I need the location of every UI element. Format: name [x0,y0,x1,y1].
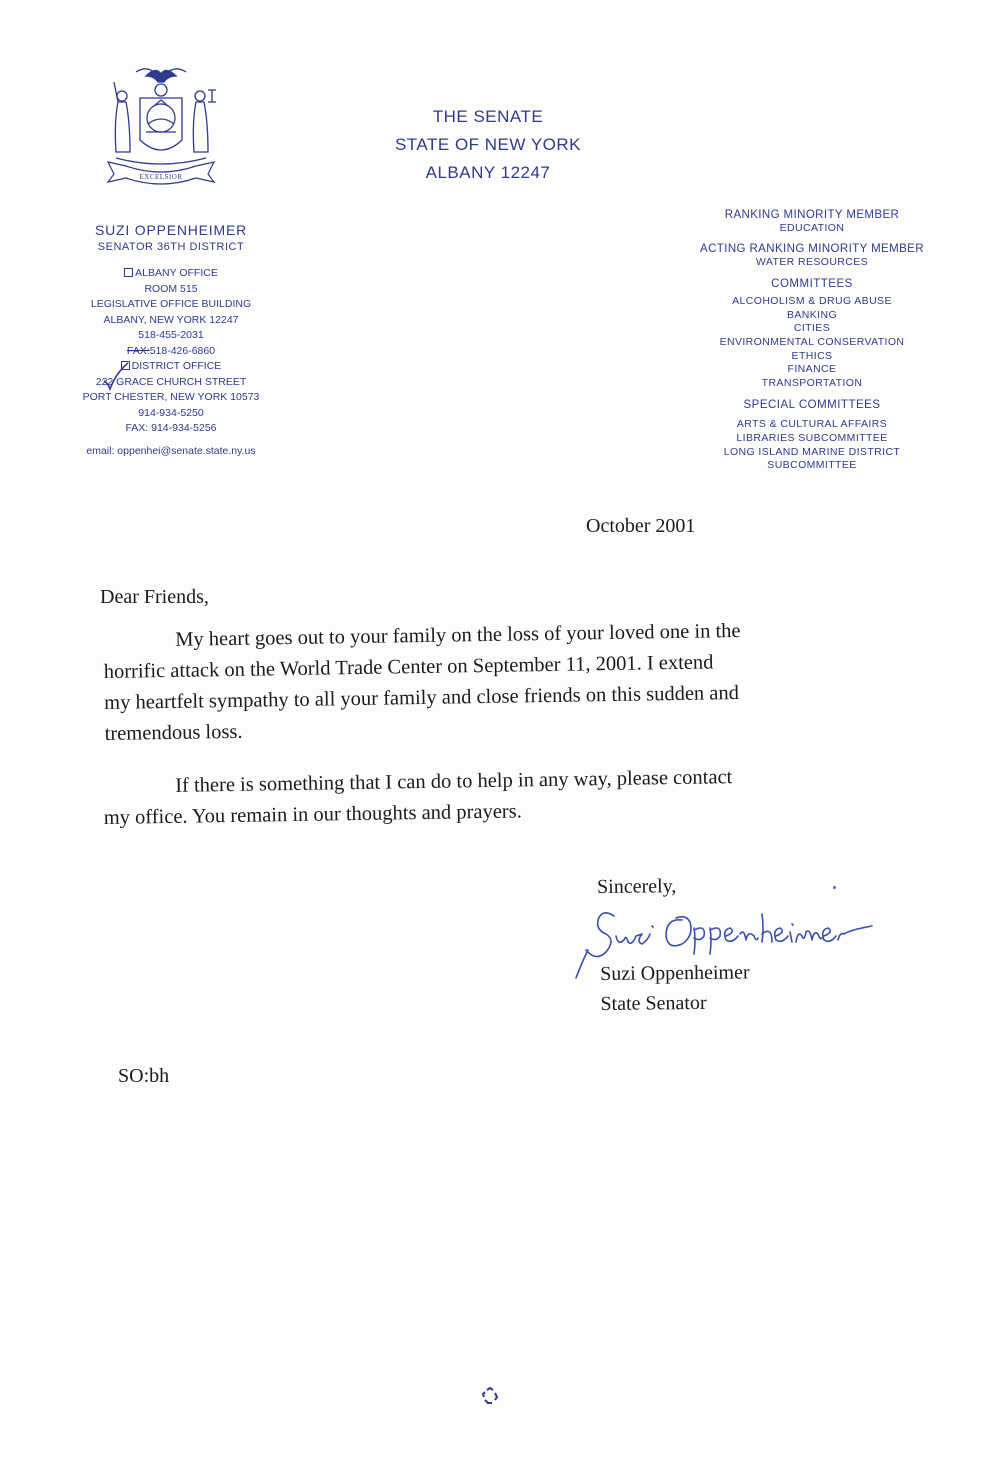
paragraph-line: tremendous loss. [104,720,243,745]
albany-office-checkbox-icon [124,268,133,277]
committee-item: ETHICS [791,349,833,362]
letter-salutation: Dear Friends, [100,586,209,608]
sender-district: SENATOR 36TH DISTRICT [97,241,245,253]
albany-fax: FAX:518-426-6860 [126,344,216,357]
committee-item: TRANSPORTATION [761,376,863,389]
signer-name: Suzi Oppenheimer [600,961,750,985]
recycle-icon [480,1386,500,1406]
new-york-state-seal-icon [96,62,226,190]
sender-email: email: oppenhei@senate.state.ny.us [86,444,256,457]
albany-building: LEGISLATIVE OFFICE BUILDING [90,298,252,310]
special-committee-item: LIBRARIES SUBCOMMITTEE [736,431,888,444]
special-committee-item: ARTS & CULTURAL AFFAIRS [736,418,888,431]
special-committees-title: SPECIAL COMMITTEES [743,399,881,412]
committee-item: CITIES [793,322,831,335]
district-city: PORT CHESTER, NEW YORK 10573 [82,391,260,403]
district-office-heading: DISTRICT OFFICE [60,359,282,375]
signer-title: State Senator [600,991,707,1015]
letterhead-title [368,103,608,187]
committee-info [682,208,942,473]
paragraph-line: my office. You remain in our thoughts and prayers. [103,800,522,829]
district-phone: 914-934-5250 [138,406,204,419]
letter-date: October 2001 [586,515,696,537]
albany-phone: 518-455-2031 [138,329,204,341]
senate-line: THE SENATE [432,107,544,126]
paragraph-line: My heart goes out to your family on the loss of your loved one in the [175,619,741,651]
paragraph-line: horrific attack on the World Trade Center on September 11, 2001. I extend [103,651,714,683]
ranking-title: RANKING MINORITY MEMBER [724,209,900,221]
committee-item: ENVIRONMENTAL CONSERVATION [719,335,905,348]
paragraph-line: If there is something that I can do to help in any way, please contact [175,766,733,797]
committee-item: BANKING [786,308,838,321]
ink-speck [833,886,836,889]
letter-paragraph-1 [103,614,845,750]
letter-closing: Sincerely, [597,875,677,898]
committees-title: COMMITTEES [771,278,853,291]
svg-text:EXCELSIOR: EXCELSIOR [139,173,183,181]
albany-office-heading: ALBANY OFFICE [60,266,282,282]
albany-city: ALBANY, NEW YORK 12247 [103,313,239,326]
albany-room: ROOM 515 [144,282,198,295]
special-committee-item: LONG ISLAND MARINE DISTRICT [723,445,901,458]
special-committee-item: SUBCOMMITTEE [767,459,857,472]
acting-title: ACTING RANKING MINORITY MEMBER [700,242,924,255]
district-fax: FAX: 914-934-5256 [125,422,217,434]
sender-name: SUZI OPPENHEIMER [94,222,248,238]
typist-initials: SO:bh [118,1065,170,1087]
committee-item: ALCOHOLISM & DRUG ABUSE [732,295,892,308]
letter-paragraph-2 [103,760,844,834]
ranking-sub: EDUCATION [779,222,845,234]
signer-block [600,957,750,1019]
committee-item: FINANCE [787,363,837,376]
albany-line: ALBANY 12247 [425,163,551,182]
acting-sub: WATER RESOURCES [755,255,869,268]
handwritten-check-mark-icon [102,363,128,389]
sender-info [60,221,282,459]
paragraph-line: my heartfelt sympathy to all your family and close friends on this sudden and [104,682,740,714]
state-line: STATE OF NEW YORK [394,135,582,154]
district-street: 222 GRACE CHURCH STREET [95,375,247,388]
